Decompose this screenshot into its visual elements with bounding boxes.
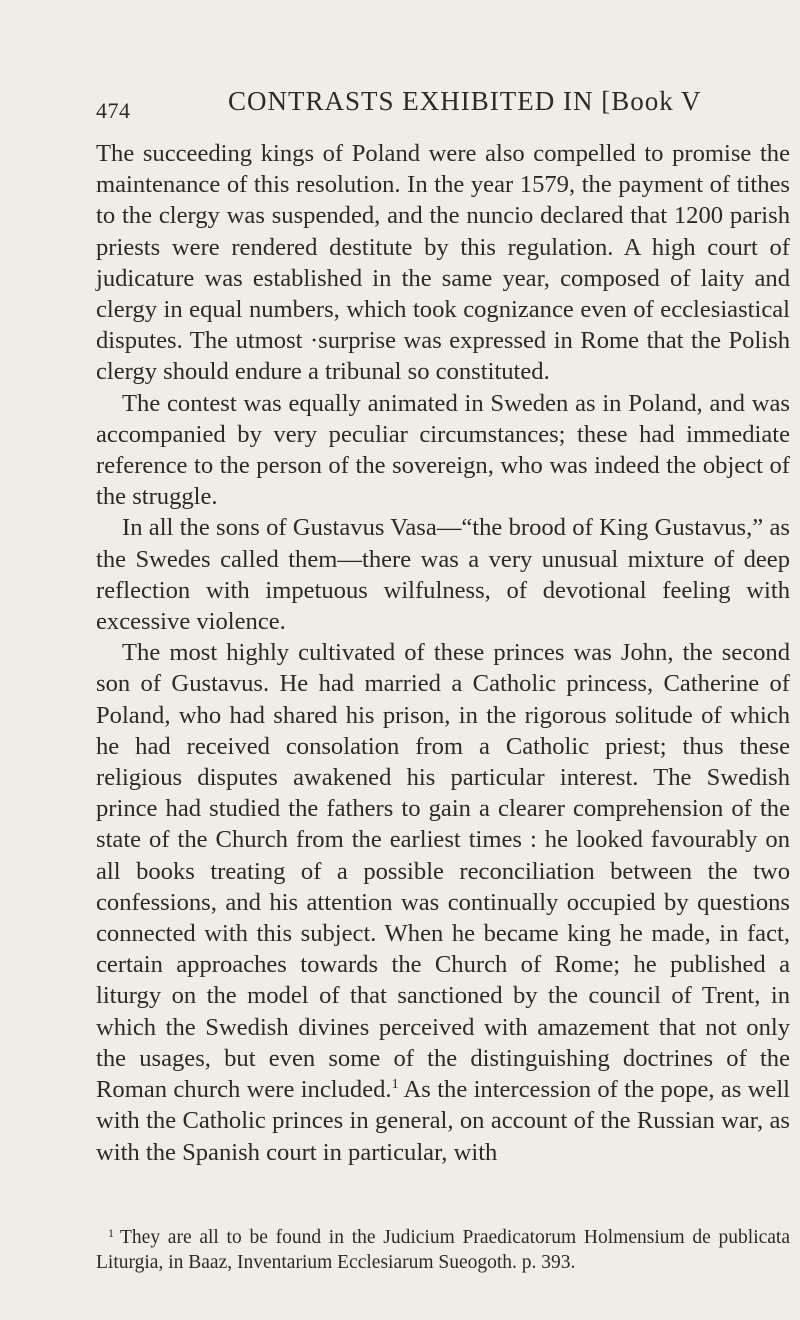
running-head: CONTRASTS EXHIBITED IN [Book V xyxy=(228,86,702,116)
paragraph: The contest was equally animated in Sweden as in Poland, and was accompanied by very peculiar circumstances; these had immediate reference to the person of the sovereign, who was indeed the object of the struggle. xyxy=(96,389,790,511)
paragraph: The succeeding kings of Poland were also compelled to promise the maintenance of this resolution. In the year 1579, the payment of tithes to the clergy was suspended, and the nuncio declared that 1200 parish priests were rendered destitute by this regulation. A high court of judicature was established in the same year, composed of laity and clergy in equal numbers, which took cognizance even of ecclesiastical disputes. The utmost ·surprise was expressed in Rome that the Polish clergy should endure a tribunal so constituted. xyxy=(96,140,790,386)
paragraph: In all the sons of Gustavus Vasa—“the brood of King Gustavus,” as the Swedes called them—there was a very unusual mixture of deep reflection with impetuous wilfulness, of devotional feeling with excessive violence. xyxy=(96,514,790,636)
page-number: 474 xyxy=(96,98,131,123)
paragraph-text: The most highly cultivated of these princes was John, the second son of Gustavus. He had married a Catholic princess, Catherine of Poland, who had shared his prison, in the rigorous solitude of which he had received consolation from a Catholic priest; thus these religious disputes awakened his particular interest. The Swedish prince had studied the fathers to gain a clearer comprehension of the state of the Church from the earliest times : he looked favourably on all books treating of a possible reconciliation between the two confessions, and his attention was continually occupied by questions connected with this subject. When he became king he made, in fact, certain approaches towards the Church of Rome; he published a liturgy on the model of that sanctioned by the council of Trent, in which the Swedish divines perceived with amazement that not only the usages, but even some of the distinguishing doctrines of the Roman church were included. xyxy=(96,639,790,1104)
body-text xyxy=(96,138,790,1168)
footnote xyxy=(96,1225,790,1275)
page-header xyxy=(96,80,790,123)
paragraph-text-continued: As the intercession of the pope, as well with the Catholic princes in general, on account of the Russian war, as with the Spanish court in particular, with xyxy=(96,1076,790,1166)
footnote-reference: 1 xyxy=(391,1077,399,1093)
footnote-mark: 1 xyxy=(108,1226,114,1240)
footnote-text: They are all to be found in the Judicium Praedicatorum Holmensium de publicata Liturgia, in Baaz, Inventarium Ecclesiarum Sueogoth. p. 393. xyxy=(96,1227,790,1273)
paragraph xyxy=(96,637,790,1167)
